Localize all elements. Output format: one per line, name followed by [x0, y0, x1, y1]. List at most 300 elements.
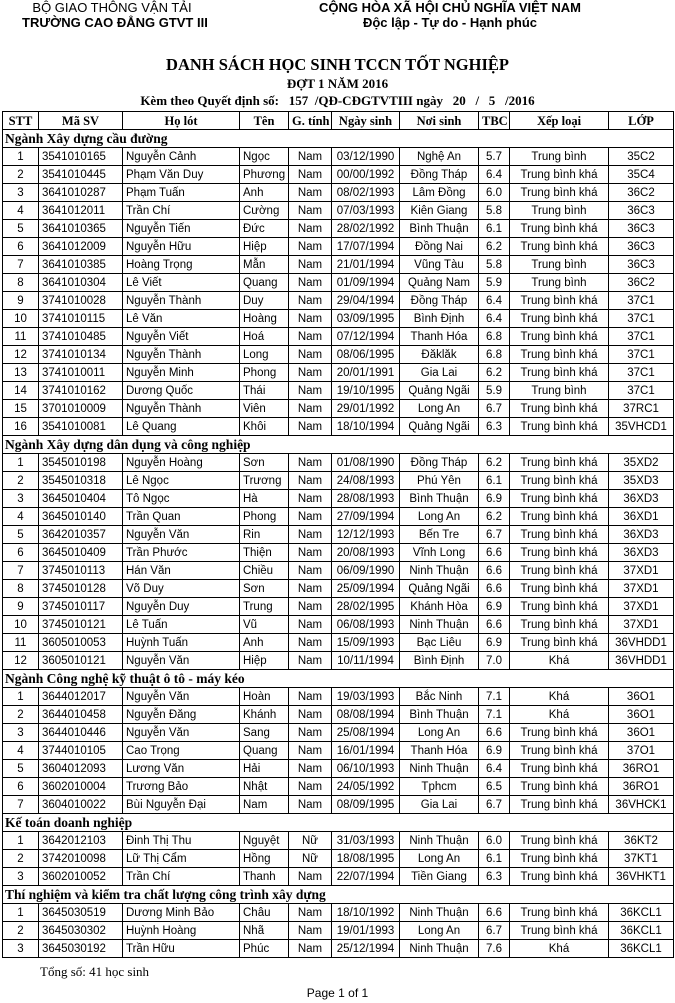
table-row [3, 508, 674, 526]
section-title: Ngành Xây dựng cầu đường [3, 130, 674, 148]
rank-cell: Khá [510, 688, 609, 706]
student-id-cell: 3745010128 [39, 580, 123, 598]
birthplace-cell: Quảng Ngãi [400, 382, 479, 400]
name-cell: Sơn [240, 580, 289, 598]
birthplace-cell: Gia Lai [400, 364, 479, 382]
gpa-cell: 5.8 [479, 202, 510, 220]
surname-cell: Dương Quốc [123, 382, 240, 400]
rank-cell: Trung bình khá [510, 526, 609, 544]
table-row [3, 850, 674, 868]
birthplace-cell: Long An [400, 850, 479, 868]
name-cell: Khôi [240, 418, 289, 436]
name-cell: Thái [240, 382, 289, 400]
birthplace-cell: Quảng Nam [400, 274, 479, 292]
col-header-gender: G. tính [289, 112, 332, 130]
stt-cell: 4 [3, 202, 39, 220]
class-cell: 36C3 [609, 220, 674, 238]
gender-cell: Nam [289, 724, 332, 742]
gpa-cell: 6.0 [479, 184, 510, 202]
class-cell: 35C4 [609, 166, 674, 184]
stt-cell: 2 [3, 922, 39, 940]
surname-cell: Trần Chí [123, 202, 240, 220]
surname-cell: Nguyễn Thành [123, 400, 240, 418]
table-row [3, 922, 674, 940]
birthplace-cell: Kiên Giang [400, 202, 479, 220]
class-cell: 37C1 [609, 292, 674, 310]
gender-cell: Nam [289, 508, 332, 526]
birthdate-cell: 12/12/1993 [332, 526, 400, 544]
surname-cell: Lương Văn [123, 760, 240, 778]
student-id-cell: 3541010165 [39, 148, 123, 166]
birthplace-cell: Quảng Ngãi [400, 418, 479, 436]
section-title: Ngành Công nghệ kỹ thuật ô tô - máy kéo [3, 670, 674, 688]
name-cell: Hoàn [240, 688, 289, 706]
stt-cell: 1 [3, 148, 39, 166]
surname-cell: Nguyễn Cảnh [123, 148, 240, 166]
rank-cell: Trung bình khá [510, 850, 609, 868]
table-row [3, 166, 674, 184]
rank-cell: Trung bình khá [510, 742, 609, 760]
class-cell: 36KCL1 [609, 904, 674, 922]
rank-cell: Trung bình khá [510, 922, 609, 940]
class-cell: 37XD1 [609, 598, 674, 616]
class-cell: 36VHDD1 [609, 634, 674, 652]
table-row [3, 472, 674, 490]
table-row [3, 652, 674, 670]
surname-cell: Trần Quan [123, 508, 240, 526]
surname-cell: Tô Ngọc [123, 490, 240, 508]
gender-cell: Nam [289, 778, 332, 796]
surname-cell: Nguyễn Thành [123, 292, 240, 310]
gpa-cell: 6.0 [479, 832, 510, 850]
page-number: Page 1 of 1 [306, 986, 369, 1000]
gpa-cell: 6.4 [479, 310, 510, 328]
student-id-cell: 3604012093 [39, 760, 123, 778]
rank-cell: Trung bình khá [510, 490, 609, 508]
name-cell: Hồng [240, 850, 289, 868]
surname-cell: Đinh Thị Thu [123, 832, 240, 850]
gpa-cell: 6.5 [479, 778, 510, 796]
gpa-cell: 5.7 [479, 148, 510, 166]
student-id-cell: 3741010134 [39, 346, 123, 364]
name-cell: Hiệp [240, 652, 289, 670]
gpa-cell: 6.7 [479, 796, 510, 814]
gpa-cell: 6.3 [479, 868, 510, 886]
rank-cell: Trung bình khá [510, 904, 609, 922]
birthdate-cell: 18/10/1992 [332, 904, 400, 922]
student-id-cell: 3744010105 [39, 742, 123, 760]
document-title: DANH SÁCH HỌC SINH TCCN TỐT NGHIỆP [166, 55, 509, 74]
surname-cell: Võ Duy [123, 580, 240, 598]
birthplace-cell: Thanh Hóa [400, 328, 479, 346]
stt-cell: 10 [3, 310, 39, 328]
birthdate-cell: 28/02/1992 [332, 220, 400, 238]
rank-cell: Trung bình [510, 274, 609, 292]
gpa-cell: 6.2 [479, 508, 510, 526]
gpa-cell: 6.2 [479, 454, 510, 472]
name-cell: Hoàng [240, 310, 289, 328]
class-cell: 36C3 [609, 256, 674, 274]
birthplace-cell: Ninh Thuận [400, 940, 479, 958]
birthdate-cell: 20/08/1993 [332, 544, 400, 562]
name-cell: Quang [240, 742, 289, 760]
gender-cell: Nam [289, 220, 332, 238]
table-body [3, 130, 674, 958]
name-cell: Phương [240, 166, 289, 184]
stt-cell: 16 [3, 418, 39, 436]
stt-cell: 1 [3, 688, 39, 706]
table-row [3, 310, 674, 328]
surname-cell: Nguyễn Hữu [123, 238, 240, 256]
rank-cell: Trung bình khá [510, 166, 609, 184]
class-cell: 36RO1 [609, 760, 674, 778]
name-cell: Chiều [240, 562, 289, 580]
gpa-cell: 6.7 [479, 922, 510, 940]
name-cell: Sơn [240, 454, 289, 472]
table-row [3, 868, 674, 886]
surname-cell: Nguyễn Minh [123, 364, 240, 382]
name-cell: Mẫn [240, 256, 289, 274]
student-id-cell: 3641010304 [39, 274, 123, 292]
gender-cell: Nam [289, 310, 332, 328]
gender-cell: Nam [289, 706, 332, 724]
rank-cell: Trung bình khá [510, 544, 609, 562]
stt-cell: 11 [3, 328, 39, 346]
gpa-cell: 6.1 [479, 472, 510, 490]
class-cell: 37KT1 [609, 850, 674, 868]
student-id-cell: 3745010121 [39, 616, 123, 634]
rank-cell: Trung bình khá [510, 328, 609, 346]
birthplace-cell: Đồng Tháp [400, 166, 479, 184]
rank-cell: Trung bình khá [510, 634, 609, 652]
birthplace-cell: Lâm Đồng [400, 184, 479, 202]
gender-cell: Nam [289, 202, 332, 220]
table-row [3, 184, 674, 202]
gender-cell: Nam [289, 652, 332, 670]
birthdate-cell: 01/08/1990 [332, 454, 400, 472]
stt-cell: 6 [3, 238, 39, 256]
col-header-birthplace: Nơi sinh [400, 112, 479, 130]
birthdate-cell: 25/09/1994 [332, 580, 400, 598]
birthdate-cell: 08/08/1994 [332, 706, 400, 724]
table-row [3, 580, 674, 598]
gender-cell: Nam [289, 598, 332, 616]
student-id-cell: 3645010140 [39, 508, 123, 526]
class-cell: 36VHKT1 [609, 868, 674, 886]
rank-cell: Trung bình khá [510, 508, 609, 526]
class-cell: 36XD3 [609, 544, 674, 562]
birthplace-cell: Đồng Tháp [400, 454, 479, 472]
name-cell: Nguyệt [240, 832, 289, 850]
name-cell: Anh [240, 634, 289, 652]
surname-cell: Nguyễn Hoàng [123, 454, 240, 472]
name-cell: Quang [240, 274, 289, 292]
rank-cell: Trung bình khá [510, 796, 609, 814]
gpa-cell: 6.6 [479, 904, 510, 922]
name-cell: Đức [240, 220, 289, 238]
stt-cell: 1 [3, 832, 39, 850]
rank-cell: Trung bình khá [510, 562, 609, 580]
surname-cell: Trần Hữu [123, 940, 240, 958]
rank-cell: Trung bình khá [510, 238, 609, 256]
student-id-cell: 3644010446 [39, 724, 123, 742]
stt-cell: 3 [3, 940, 39, 958]
student-id-cell: 3742010098 [39, 850, 123, 868]
stt-cell: 9 [3, 292, 39, 310]
name-cell: Cường [240, 202, 289, 220]
gender-cell: Nam [289, 418, 332, 436]
birthdate-cell: 24/08/1993 [332, 472, 400, 490]
gender-cell: Nam [289, 580, 332, 598]
rank-cell: Khá [510, 652, 609, 670]
student-id-cell: 3602010052 [39, 868, 123, 886]
table-row [3, 940, 674, 958]
gender-cell: Nam [289, 526, 332, 544]
stt-cell: 6 [3, 778, 39, 796]
surname-cell: Nguyễn Văn [123, 652, 240, 670]
rank-cell: Trung bình khá [510, 760, 609, 778]
name-cell: Thanh [240, 868, 289, 886]
table-row [3, 616, 674, 634]
rank-cell: Trung bình khá [510, 868, 609, 886]
table-row [3, 760, 674, 778]
student-id-cell: 3741010028 [39, 292, 123, 310]
name-cell: Rin [240, 526, 289, 544]
class-cell: 37XD1 [609, 562, 674, 580]
student-id-cell: 3741010115 [39, 310, 123, 328]
birthdate-cell: 29/01/1992 [332, 400, 400, 418]
surname-cell: Huỳnh Tuấn [123, 634, 240, 652]
table-row [3, 328, 674, 346]
class-cell: 35C2 [609, 148, 674, 166]
gender-cell: Nam [289, 688, 332, 706]
col-header-student-id: Mã SV [39, 112, 123, 130]
surname-cell: Hán Văn [123, 562, 240, 580]
total-count: Tổng số: 41 học sinh [40, 964, 150, 979]
birthdate-cell: 16/01/1994 [332, 742, 400, 760]
surname-cell: Trần Chí [123, 868, 240, 886]
birthplace-cell: Long An [400, 922, 479, 940]
rank-cell: Trung bình khá [510, 184, 609, 202]
birthdate-cell: 08/02/1993 [332, 184, 400, 202]
stt-cell: 15 [3, 400, 39, 418]
stt-cell: 5 [3, 760, 39, 778]
birthplace-cell: Thanh Hóa [400, 742, 479, 760]
col-header-name: Tên [240, 112, 289, 130]
birthdate-cell: 10/11/1994 [332, 652, 400, 670]
surname-cell: Nguyễn Viết [123, 328, 240, 346]
gender-cell: Nam [289, 148, 332, 166]
surname-cell: Nguyễn Văn [123, 526, 240, 544]
stt-cell: 2 [3, 706, 39, 724]
birthdate-cell: 07/03/1993 [332, 202, 400, 220]
surname-cell: Nguyễn Thành [123, 346, 240, 364]
birthplace-cell: Bắc Ninh [400, 688, 479, 706]
stt-cell: 4 [3, 742, 39, 760]
table-row [3, 364, 674, 382]
section-title: Kế toán doanh nghiệp [3, 814, 674, 832]
gender-cell: Nam [289, 256, 332, 274]
name-cell: Hải [240, 760, 289, 778]
birthplace-cell: Ninh Thuận [400, 760, 479, 778]
name-cell: Thiện [240, 544, 289, 562]
gender-cell: Nam [289, 400, 332, 418]
col-header-surname: Họ lót [123, 112, 240, 130]
rank-cell: Trung bình khá [510, 364, 609, 382]
surname-cell: Lữ Thị Cẩm [123, 850, 240, 868]
gpa-cell: 6.9 [479, 490, 510, 508]
class-cell: 36XD1 [609, 508, 674, 526]
gpa-cell: 6.2 [479, 238, 510, 256]
gpa-cell: 6.7 [479, 400, 510, 418]
birthplace-cell: Nghệ An [400, 148, 479, 166]
class-cell: 36VHCK1 [609, 796, 674, 814]
table-row [3, 400, 674, 418]
name-cell: Nhã [240, 922, 289, 940]
rank-cell: Trung bình khá [510, 346, 609, 364]
table-row [3, 724, 674, 742]
class-cell: 35VHCD1 [609, 418, 674, 436]
gpa-cell: 6.6 [479, 616, 510, 634]
student-id-cell: 3645010409 [39, 544, 123, 562]
table-row [3, 796, 674, 814]
stt-cell: 3 [3, 724, 39, 742]
stt-cell: 5 [3, 526, 39, 544]
surname-cell: Lê Ngọc [123, 472, 240, 490]
student-id-cell: 3541010081 [39, 418, 123, 436]
gpa-cell: 6.9 [479, 742, 510, 760]
class-cell: 35XD3 [609, 472, 674, 490]
surname-cell: Hoàng Trọng [123, 256, 240, 274]
birthdate-cell: 20/01/1991 [332, 364, 400, 382]
gpa-cell: 6.9 [479, 634, 510, 652]
surname-cell: Nguyễn Văn [123, 724, 240, 742]
surname-cell: Nguyễn Tiến [123, 220, 240, 238]
gender-cell: Nam [289, 634, 332, 652]
class-cell: 36KT2 [609, 832, 674, 850]
surname-cell: Lê Tuấn [123, 616, 240, 634]
birthdate-cell: 15/09/1993 [332, 634, 400, 652]
birthdate-cell: 19/01/1993 [332, 922, 400, 940]
name-cell: Long [240, 346, 289, 364]
gender-cell: Nam [289, 328, 332, 346]
birthdate-cell: 22/07/1994 [332, 868, 400, 886]
surname-cell: Cao Trọng [123, 742, 240, 760]
student-id-cell: 3745010117 [39, 598, 123, 616]
student-id-cell: 3701010009 [39, 400, 123, 418]
surname-cell: Trương Bảo [123, 778, 240, 796]
gender-cell: Nam [289, 940, 332, 958]
birthdate-cell: 27/09/1994 [332, 508, 400, 526]
gender-cell: Nam [289, 274, 332, 292]
surname-cell: Trần Phước [123, 544, 240, 562]
gender-cell: Nam [289, 904, 332, 922]
gender-cell: Nam [289, 544, 332, 562]
stt-cell: 13 [3, 364, 39, 382]
gpa-cell: 6.7 [479, 526, 510, 544]
birthdate-cell: 06/10/1993 [332, 760, 400, 778]
ministry-name: BỘ GIAO THÔNG VẬN TẢI [32, 0, 192, 15]
gpa-cell: 6.1 [479, 220, 510, 238]
rank-cell: Trung bình khá [510, 598, 609, 616]
name-cell: Sang [240, 724, 289, 742]
birthdate-cell: 29/04/1994 [332, 292, 400, 310]
student-id-cell: 3645030302 [39, 922, 123, 940]
birthplace-cell: Bến Tre [400, 526, 479, 544]
birthdate-cell: 25/08/1994 [332, 724, 400, 742]
rank-cell: Trung bình khá [510, 832, 609, 850]
student-id-cell: 3641010385 [39, 256, 123, 274]
birthdate-cell: 25/12/1994 [332, 940, 400, 958]
table-row [3, 526, 674, 544]
stt-cell: 8 [3, 274, 39, 292]
class-cell: 37C1 [609, 310, 674, 328]
stt-cell: 1 [3, 454, 39, 472]
birthdate-cell: 31/03/1993 [332, 832, 400, 850]
gpa-cell: 6.8 [479, 346, 510, 364]
surname-cell: Lê Văn [123, 310, 240, 328]
stt-cell: 7 [3, 796, 39, 814]
student-id-cell: 3645030192 [39, 940, 123, 958]
section-header-row [3, 886, 674, 904]
birthdate-cell: 01/09/1994 [332, 274, 400, 292]
student-id-cell: 3741010162 [39, 382, 123, 400]
birthplace-cell: Gia Lai [400, 796, 479, 814]
student-id-cell: 3642010357 [39, 526, 123, 544]
birthdate-cell: 24/05/1992 [332, 778, 400, 796]
gpa-cell: 6.6 [479, 580, 510, 598]
birthdate-cell: 00/00/1992 [332, 166, 400, 184]
birthplace-cell: Long An [400, 508, 479, 526]
class-cell: 37C1 [609, 364, 674, 382]
gender-cell: Nam [289, 364, 332, 382]
rank-cell: Trung bình khá [510, 778, 609, 796]
stt-cell: 14 [3, 382, 39, 400]
col-header-stt: STT [3, 112, 39, 130]
gpa-cell: 6.4 [479, 292, 510, 310]
stt-cell: 11 [3, 634, 39, 652]
gender-cell: Nam [289, 472, 332, 490]
gpa-cell: 6.4 [479, 760, 510, 778]
table-row [3, 220, 674, 238]
birthdate-cell: 06/08/1993 [332, 616, 400, 634]
class-cell: 36VHDD1 [609, 652, 674, 670]
class-cell: 36O1 [609, 706, 674, 724]
gender-cell: Nam [289, 742, 332, 760]
section-header-row [3, 130, 674, 148]
section-header-row [3, 670, 674, 688]
table-row [3, 634, 674, 652]
birthplace-cell: Tphcm [400, 778, 479, 796]
stt-cell: 2 [3, 472, 39, 490]
birthdate-cell: 08/09/1995 [332, 796, 400, 814]
birthplace-cell: Bạc Liêu [400, 634, 479, 652]
gpa-cell: 7.1 [479, 688, 510, 706]
gpa-cell: 5.9 [479, 382, 510, 400]
stt-cell: 7 [3, 256, 39, 274]
stt-cell: 1 [3, 904, 39, 922]
class-cell: 37C1 [609, 328, 674, 346]
rank-cell: Trung bình khá [510, 616, 609, 634]
surname-cell: Nguyễn Đăng [123, 706, 240, 724]
student-id-cell: 3545010318 [39, 472, 123, 490]
republic-name: CỘNG HÒA XÃ HỘI CHỦ NGHĨA VIỆT NAM [319, 0, 581, 15]
name-cell: Vũ [240, 616, 289, 634]
stt-cell: 5 [3, 220, 39, 238]
rank-cell: Trung bình [510, 256, 609, 274]
birthdate-cell: 07/12/1994 [332, 328, 400, 346]
gpa-cell: 5.9 [479, 274, 510, 292]
